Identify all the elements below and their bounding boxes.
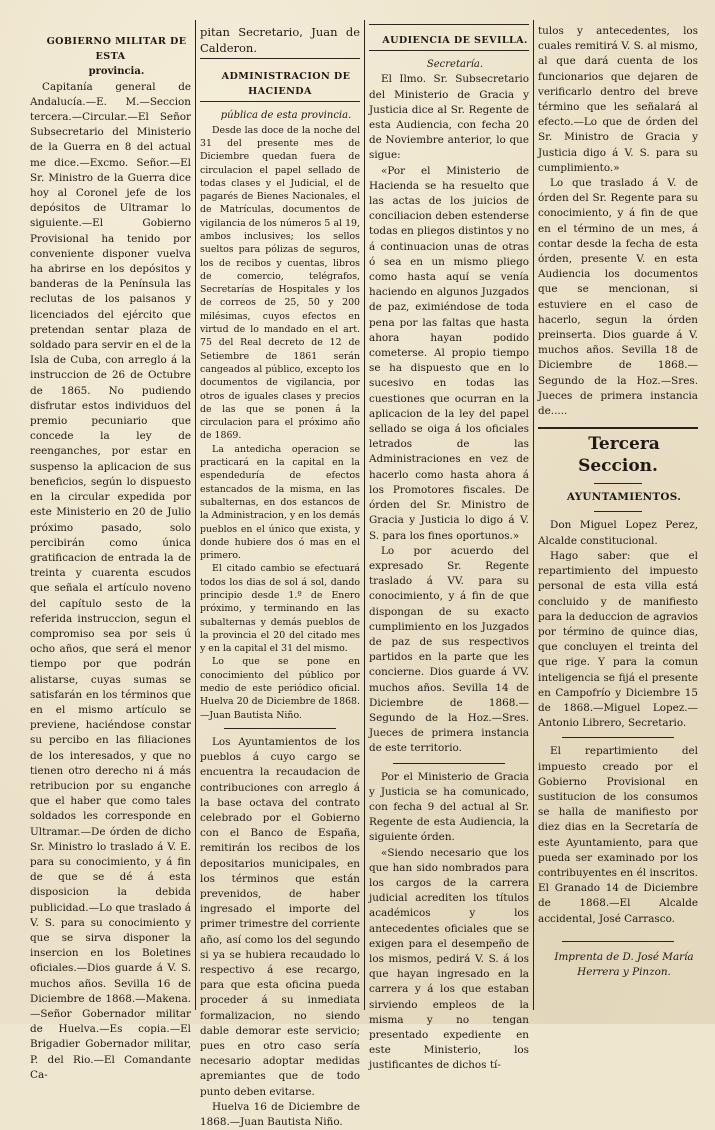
divider [562,941,674,942]
article-paragraph: Capitanía general de Andalucía.—E. M.—Seccion tercera.—Circular.—El Señor Subsecretario del Ministerio de la Guerra en 8 del actual me dice.—Excmo. Señor.—El Sr. Ministro de la Guerra dice hoy al Coronel jefe de los depósitos de Ultramar lo siguiente.—El Gobierno Provisional ha tenido por conveniente disponer vuelva ha abrirse en los depósitos y banderas de la Península las reclutas de los paisanos y licenciados del ejército que pretendan sentar plaza de soldado para servir en el de la Isla de Cuba, con arreglo á la instruccion de 26 de Octubre de 1865. No pudiendo disfrutar estos individuos del premio pecuniario que concede la ley de reenganches, por estar en suspenso la aplicacion de sus beneficios, según lo dispuesto en la circular expedida por este Ministerio en 20 de Julio próximo pasado, solo percibirán como única gratificacion de entrada la de treinta y cuarenta escudos que señala el artículo noveno del capítulo sesto de la referida instruccion, segun el compromiso sea por seis ú ocho años, que será el menor tiempo por que podrán alistarse, cuyas sumas se satisfarán en los términos que en el mismo artículo se previene, haciéndose constar su percibo en las filiaciones de los interesados, y que no tienen otro derecho ni á más retribucion por su enganche que el haber que como tales soldados les corresponde en Ultramar.—De órden de dicho Sr. Ministro lo traslado á V. E. para su conocimiento, y á fin de que se dé á esta disposicion la debida publicidad.—Lo que traslado á V. S. para su conocimiento y que se sirva disponer la insercion en los Boletines oficiales.—Dios guarde á V. S. muchos años. Sevilla 16 de Diciembre de 1868.—Makena.—Señor Gobernador militar de Huelva.—Es copia.—El Brigadier Gobernador militar, P. del Rio.—El Comandante Ca- [30,80,191,1081]
column-rule [195,20,196,1010]
article-paragraph: Los Ayuntamientos de los pueblos á cuyo cargo se encuentra la recaudacion de contribuciones con arreglo á la base octava del contrato celebrado por el Gobierno con el Banco de España, remitirán los recibos de los depositarios municipales, en los términos que están prevenidos, de haber ingresado el importe del primer trimestre del corriente año, así como los del segundo si ya se hubiera recaudado lo respectivo á ese recargo, para que esta oficina pueda proceder á su inmediata formalizacion, no siendo dable demorar este servicio; pues en otro caso sería necesario adoptar medidas apremiantes que de todo punto deben evitarse. [200,735,360,1098]
divider [393,763,505,764]
article-paragraph: El Ilmo. Sr. Subsecretario del Ministerio de Gracia y Justicia dice al Sr. Regente de esta Audiencia, con fecha 20 de Noviembre anterior, lo que sigue: [369,73,529,162]
article-paragraph: Por el Ministerio de Gracia y Justicia se ha comunicado, con fecha 9 del actual al Sr. Regente de esta Audiencia, la siguiente órden. [369,770,529,844]
section-heading: ADMINISTRACION DE HACIENDA [221,71,351,98]
continued-text: pitan Secretario, Juan de Calderon. [200,25,360,55]
column-rule [533,20,534,1010]
section-heading: GOBIERNO MILITAR DE ESTA [46,36,187,63]
section-heading: AUDIENCIA DE SEVILLA. [382,35,528,46]
column-1 [30,24,191,1081]
section-title: Tercera Seccion. [578,434,660,477]
column-rule [364,20,365,1010]
article-paragraph: «Por el Ministerio de Hacienda se ha resuelto que las actas de los juicios de conciliacion deben estenderse todas en pliegos distintos y no á continuacion unas de otras ó sea en un mismo pliego como hasta aquí se venía haciendo en algunos Juzgados de paz, eximiéndose de toda pena por las faltas que hasta ahora hayan podido cometerse. Al propio tiempo se ha dispuesto que en lo sucesivo en todas las cuestiones que ocurran en la aplicacion de la ley del papel sellado se oiga á los oficiales letrados de las Administraciones en vez de hacerlo como hasta ahora á los Promotores fiscales. De órden del Sr. Ministro de Gracia y Justicia lo digo á V. S. para los fines oportunos.» [369,164,529,542]
divider [538,427,698,429]
article-paragraph: El citado cambio se efectuará todos los dias de sol á sol, dando principio desde 1.º de Enero próximo, y terminando en las subalternas y demás pueblos de la provincia el 20 del citado mes y en la capital el 31 del mismo. [200,563,360,655]
divider [200,101,360,102]
divider [369,50,529,51]
column-4 [538,24,698,1014]
article-paragraph: Desde las doce de la noche del 31 del presente mes de Diciembre quedan fuera de circulacion el papel sellado de todas clases y el Judicial, el de pagarés de Bienes Nacionales, el de Matrículas, documentos de vigilancia de los números 5 al 19, ambos inclusives; los sellos sueltos para pólizas de seguros, los de recibos y cuentas, libros de comercio, telégrafos, Secretarías de Hospitales y los de correos de 25, 50 y 200 milésimas, cuyos efectos en virtud de lo mandado en el art. 75 del Real decreto de 12 de Setiembre de 1861 serán cangeados al público, excepto los documentos de vigilancia, por otros de iguales clases y precios de las que se ponen á la circulacion para el próximo año de 1869. [200,124,360,442]
divider [200,58,360,59]
article-paragraph: Lo que se pone en conocimiento del público por medio de este periódico oficial. Huelva 20 de Diciembre de 1868.—Juan Bautista Niño. [200,656,360,721]
section-subheading: provincia. [88,66,145,78]
divider [224,728,336,729]
article-paragraph: Huelva 16 de Diciembre de 1868.—Juan Bautista Niño. [200,1100,360,1129]
article-paragraph: Lo por acuerdo del expresado Sr. Regente traslado á VV. para su conocimiento, y á fin de que dispongan de su exacto cumplimiento en los Juzgados de paz de sus respectivos partidos en la parte que les concierne. Dios guarde á VV. muchos años. Sevilla 14 de Diciembre de 1868.—Segundo de la Hoz.—Sres. Jueces de primera instancia de este territorio. [369,544,529,755]
divider [369,24,529,25]
article-paragraph: Don Miguel Lopez Perez, Alcalde constitucional. [538,519,698,547]
article-paragraph: tulos y antecedentes, los cuales remitirá V. S. al mismo, al que dará cuenta de los funcionarios que dejaren de verificarlo dentro del breve término que les señalará al efecto.—Lo que de órden del Sr. Ministro de Gracia y Justicia digo á V. S. para su cumplimiento.» [538,25,698,174]
article-paragraph: El repartimiento del impuesto creado por el Gobierno Provisional en sustitucion de los consumos se halla de manifiesto por diez dias en la Secretaría de este Ayuntamiento, para que pueda ser examinado por los contribuyentes en él inscritos. El Granado 14 de Diciembre de 1868.—El Alcalde accidental, José Carrasco. [538,745,698,925]
article-paragraph: Lo que traslado á V. de órden del Sr. Regente para su conocimiento, y á fin de que en el término de un mes, á contar desde la fecha de esta órden, presente V. en esta Audiencia los documentos que se mencionan, si estuviere en el caso de hacerlo, segun la órden preinserta. Dios guarde á V. muchos años. Sevilla 18 de Diciembre de 1868.—Segundo de la Hoz.—Sres. Jueces de primera instancia de..... [538,177,698,418]
divider [594,511,642,512]
divider [594,483,642,484]
imprint-line: Herrera y Pinzon. [577,965,671,978]
section-subheading: pública de esta provincia. [220,110,352,122]
imprint-line: Imprenta de D. José María [554,950,694,963]
column-2 [200,24,360,1129]
article-paragraph: La antedicha operacion se practicará en la capital en la espendeduría de efectos estancados de la misma, en las subalternas, en dos estancos de la Administracion, y en los demás pueblos en el único que exista, y donde hubiere dos ó mas en el primero. [200,443,360,562]
section-subheading: Secretaría. [426,59,484,71]
column-3 [369,24,529,1072]
article-paragraph: «Siendo necesario que los que han sido nombrados para los cargos de la carrera judicial acrediten los títulos académicos y los antecedentes oficiales que se exigen para el desempeño de los mismos, pedirá V. S. á los que hayan ingresado en la carrera y á los que estaban sirviendo empleos de la misma y no tengan presentado expediente en este Ministerio, los justificantes de dichos tí- [369,846,529,1072]
article-paragraph: Hago saber: que el repartimiento del impuesto personal de esta villa está concluido y de manifiesto para la deduccion de agravios por término de quince dias, que concluyen el treinta del que rige. Y para la comun inteligencia se fijá el presente en Campofrío y Diciembre 15 de 1868.—Miguel Lopez.—Antonio Librero, Secretario. [538,549,698,730]
divider [562,737,674,738]
section-subheading: AYUNTAMIENTOS. [566,491,682,504]
